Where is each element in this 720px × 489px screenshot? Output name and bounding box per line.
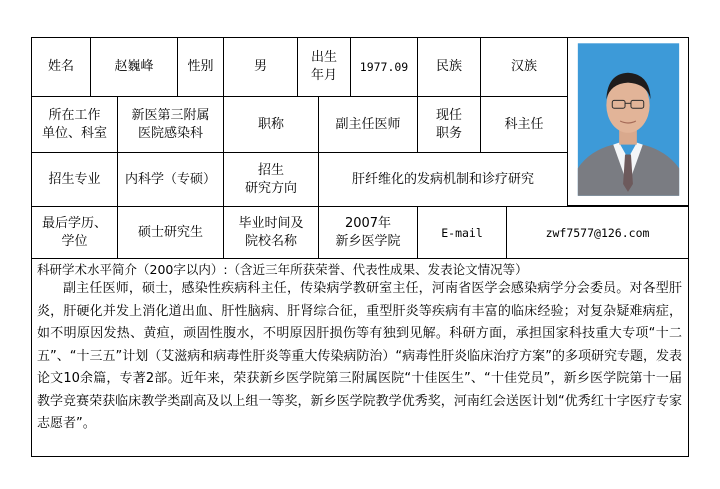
graduation-label: 毕业时间及 院校名称 (223, 206, 319, 259)
direction-value: 肝纤维化的发病机制和诊疗研究 (318, 152, 568, 207)
direction-label: 招生 研究方向 (223, 152, 319, 207)
research-intro (31, 258, 689, 457)
profile-form (31, 37, 689, 457)
name-value: 赵巍峰 (90, 37, 178, 97)
intro-body: 副主任医师，硕士，感染性疾病科主任，传染病学教研室主任，河南省医学会感染病学分会委员。对各型肝炎，肝硬化并发上消化道出血、肝性脑病、肝肾综合征，重型肝炎等疾病有丰富的临床经验；对复杂疑难病症，如不明原因发热、黄疸，顽固性腹水，不明原因肝损伤等有独到见解。科研方面，承担国家科技重大专项“十二五”、“十三五”计划（艾滋病和病毒性肝炎等重大传染病防治）“病毒性肝炎临床治疗方案”的多项研究专题，发表论文10余篇，专著2部。近年来，荣获新乡医学院第三附属医院“十佳医生”、“十佳党员”，新乡医学院第十一届教学竞赛荣获临床教学类副高及以上组一等奖，新乡医学院教学优秀奖，河南红会送医计划“优秀红十字医疗专家志愿者”。 (37, 281, 682, 431)
position-value: 科主任 (480, 96, 568, 153)
position-label: 现任 职务 (417, 96, 481, 153)
degree-label: 最后学历、 学位 (31, 206, 118, 259)
portrait-photo (568, 38, 688, 205)
unit-value: 新医第三附属 医院感染科 (117, 96, 224, 153)
intro-heading: 科研学术水平简介（200字以内）:（含近三年所获荣誉、代表性成果、发表论文情况等） (37, 262, 528, 277)
birth-value: 1977.09 (350, 37, 418, 97)
degree-value: 硕士研究生 (117, 206, 224, 259)
photo-frame (567, 37, 689, 206)
gender-value: 男 (223, 37, 298, 97)
email-label: E-mail (417, 206, 507, 259)
title-value: 副主任医师 (318, 96, 418, 153)
major-label: 招生专业 (31, 152, 118, 207)
ethnicity-value: 汉族 (480, 37, 568, 97)
birth-label: 出生 年月 (297, 37, 351, 97)
name-label: 姓名 (31, 37, 91, 97)
unit-label: 所在工作 单位、科室 (31, 96, 118, 153)
graduation-value: 2007年 新乡医学院 (318, 206, 418, 259)
gender-label: 性别 (177, 37, 224, 97)
email-value: zwf7577@126.com (506, 206, 689, 259)
ethnicity-label: 民族 (417, 37, 481, 97)
title-label: 职称 (223, 96, 319, 153)
major-value: 内科学（专硕） (117, 152, 224, 207)
